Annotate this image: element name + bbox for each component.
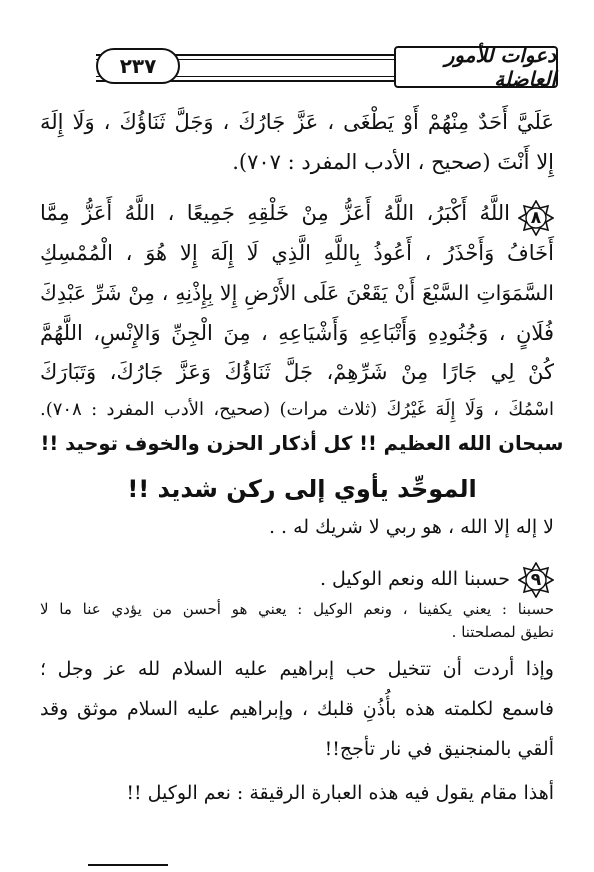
explanation-line: نطيق لمصلحتنا . — [451, 623, 554, 641]
footer-rule — [88, 864, 168, 866]
text-line: فُلَانٍ ، وَجُنُودِهِ وَأَتْبَاعِهِ وَأَشْيَاعِهِ ، مِنَ الْجِنِّ وَالإِنْسِ، اللَّهُمَّ — [40, 321, 554, 345]
text-line: وإذا أردت أن تتخيل حب إبراهيم عليه السلام لله عز وجل ؛ — [40, 658, 554, 680]
number-ornament-icon — [518, 200, 554, 236]
text-line: لا إله إلا الله ، هو ربي لا شريك له . . — [268, 516, 554, 538]
text-line: حسبنا الله ونعم الوكيل . — [319, 568, 510, 590]
text-line: أهذا مقام يقول فيه هذه العبارة الرقيقة : نعم الوكيل !! — [126, 782, 554, 804]
text-line: إِلا أَنْتَ (صحيح ، الأدب المفرد : ٧٠٧). — [232, 150, 554, 174]
text-line: اللَّهُ أَكْبَرُ، اللَّهُ أَعَزُّ مِنْ خَلْقِهِ جَمِيعًا ، اللَّهُ أَعَزُّ مِمَّا — [40, 201, 510, 225]
headline-line: سبحان الله العظيم !! كل أذكار الحزن والخوف توحيد !! — [40, 432, 564, 455]
book-title: دعوات للأمور العاضلة — [394, 46, 558, 88]
item-number: ٩ — [530, 570, 542, 590]
text-line: فاسمع لكلمته هذه بأُذُنِ قلبك ، وإبراهيم عليه السلام موثق وقد — [40, 698, 554, 720]
explanation-line: حسبنا : يعني يكفينا ، ونعم الوكيل : يعني هو أحسن من يؤدي عنا ما لا — [40, 600, 554, 618]
text-line: عَلَيَّ أَحَدٌ مِنْهُمْ أَوْ يَطْغَى ، عَزَّ جَارُكَ ، وَجَلَّ ثَنَاؤُكَ ، وَلَا إِلَهَ — [40, 110, 554, 134]
number-ornament-icon — [518, 562, 554, 598]
page-header — [96, 40, 558, 91]
item-number: ٨ — [530, 208, 542, 228]
page-number: ٢٣٧ — [96, 48, 180, 84]
text-line: كُنْ لِي جَارًا مِنْ شَرِّهِمْ، جَلَّ ثَنَاؤُكَ وَعَزَّ جَارُكَ، وَتَبَارَكَ — [40, 360, 554, 384]
text-line: اسْمُكَ ، وَلَا إِلَهَ غَيْرُكَ (ثلاث مرات) (صحيح، الأدب المفرد : ٧٠٨). — [40, 399, 554, 420]
headline-line: الموحِّد يأوي إلى ركن شديد !! — [127, 475, 477, 503]
text-line: السَّمَوَاتِ السَّبْعَ أَنْ يَقَعْنَ عَلَى الأَرْضِ إِلا بِإِذْنِهِ ، مِنْ شَرِّ عَبْدِكَ — [40, 281, 554, 305]
text-line: أَخَافُ وَأَحْذَرُ ، أَعُوذُ بِاللَّهِ الَّذِي لَا إِلَهَ إِلا هُوَ ، الْمُمْسِكِ — [40, 241, 554, 265]
text-line: ألقي بالمنجنيق في نار تأجج!! — [324, 738, 554, 760]
